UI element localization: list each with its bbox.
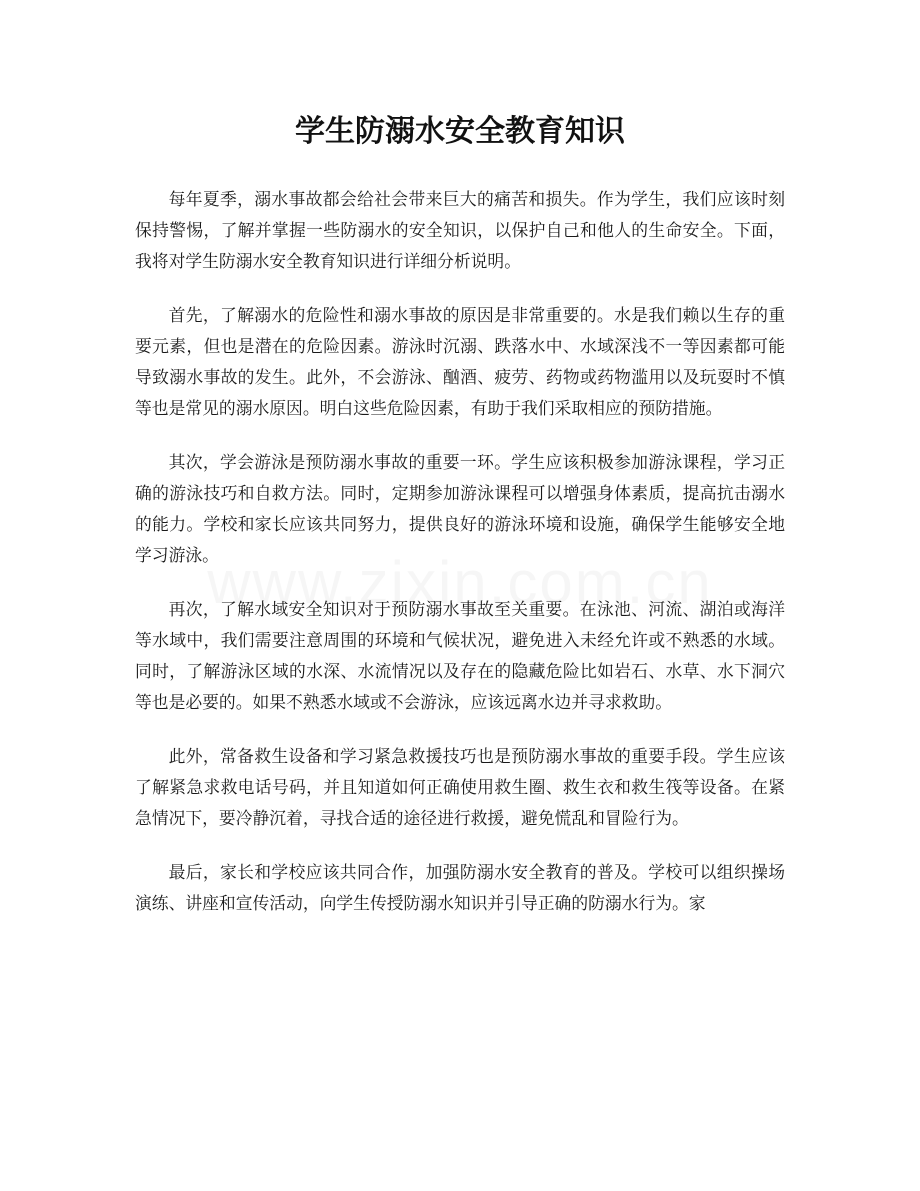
document-title: 学生防溺水安全教育知识 (295, 114, 625, 149)
paragraph-cooperation: 最后，家长和学校应该共同合作，加强防溺水安全教育的普及。学校可以组织操场演练、讲座和宣传活动，向学生传授防溺水知识并引导正确的防溺水行为。家 (135, 862, 785, 913)
paragraph-water-safety: 再次，了解水域安全知识对于预防溺水事故至关重要。在泳池、河流、湖泊或海洋等水域中，我们需要注意周围的环境和气候状况，避免进入未经允许或不熟悉的水域。同时，了解游泳区域的水深、水流情况以及存在的隐藏危险比如岩石、水草、水下洞穴等也是必要的。如果不熟悉水域或不会游泳，应该远离水边并寻求救助。 (135, 599, 785, 712)
paragraph-rescue-equipment: 此外，常备救生设备和学习紧急救援技巧也是预防溺水事故的重要手段。学生应该了解紧急求救电话号码，并且知道如何正确使用救生圈、救生衣和救生筏等设备。在紧急情况下，要冷静沉着，寻找合适的途径进行救援，避免慌乱和冒险行为。 (135, 746, 785, 828)
document-body (135, 184, 785, 942)
paragraph-learn-swimming: 其次，学会游泳是预防溺水事故的重要一环。学生应该积极参加游泳课程，学习正确的游泳技巧和自救方法。同时，定期参加游泳课程可以增强身体素质，提高抗击溺水的能力。学校和家长应该共同努力，提供良好的游泳环境和设施，确保学生能够安全地学习游泳。 (135, 452, 785, 565)
paragraph-danger-causes: 首先，了解溺水的危险性和溺水事故的原因是非常重要的。水是我们赖以生存的重要元素，但也是潜在的危险因素。游泳时沉溺、跌落水中、水域深浅不一等因素都可能导致溺水事故的发生。此外，不会游泳、酗酒、疲劳、药物或药物滥用以及玩耍时不慎等也是常见的溺水原因。明白这些危险因素，有助于我们采取相应的预防措施。 (135, 305, 785, 418)
paragraph-intro: 每年夏季，溺水事故都会给社会带来巨大的痛苦和损失。作为学生，我们应该时刻保持警惕，了解并掌握一些防溺水的安全知识，以保护自己和他人的生命安全。下面，我将对学生防溺水安全教育知识进行详细分析说明。 (135, 189, 785, 271)
